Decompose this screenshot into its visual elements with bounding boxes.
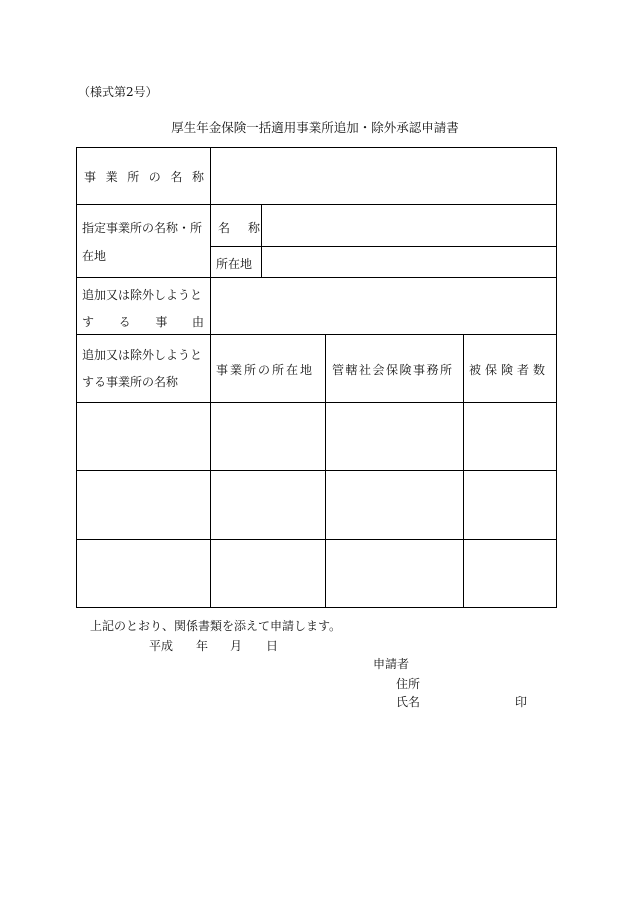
label-char: 所 [127, 170, 140, 184]
reason-label-line1: 追加又は除外しようと [82, 288, 203, 302]
table-line [556, 147, 557, 608]
label-char: 業 [105, 170, 118, 184]
date-day: 日 [266, 639, 279, 653]
table-line [76, 277, 557, 278]
column-header-social-office: 管轄社会保険事務所 [332, 363, 454, 377]
name-sublabel [218, 219, 260, 236]
label-char: 事 [155, 315, 168, 329]
table-line [325, 334, 326, 608]
application-form-table [76, 147, 557, 608]
designated-office-label-line1: 指定事業所の名称・所 [82, 221, 203, 235]
label-char: 名 [170, 170, 183, 184]
applicant-address-label: 住所 [396, 677, 421, 691]
table-line [76, 334, 557, 335]
table-line [76, 147, 77, 608]
label-char: 名 [218, 221, 231, 235]
office-name-label [84, 168, 204, 185]
form-number-label: （様式第2号） [78, 85, 158, 99]
table-line [76, 204, 557, 205]
designated-office-label-line2: 在地 [82, 249, 107, 263]
table-line [210, 147, 211, 608]
office-list-label-line1: 追加又は除外しようと [82, 348, 203, 362]
table-line [210, 246, 557, 247]
table-line [463, 334, 464, 608]
application-statement: 上記のとおり、関係書類を添えて申請します。 [90, 619, 342, 633]
reason-label-line2 [82, 313, 204, 330]
label-char: す [82, 315, 95, 329]
date-year: 年 [196, 639, 209, 653]
date-era: 平成 [149, 639, 174, 653]
location-sublabel: 所在地 [216, 257, 253, 271]
table-line [76, 147, 557, 148]
column-header-insured-count: 被保険者数 [469, 363, 550, 377]
date-month: 月 [230, 639, 243, 653]
label-char: 称 [191, 170, 204, 184]
office-list-label-line2: する事業所の名称 [82, 375, 179, 389]
column-header-location: 事業所の所在地 [216, 363, 315, 377]
table-line [261, 204, 262, 278]
label-char: 由 [191, 315, 204, 329]
label-char: る [118, 315, 131, 329]
table-line [76, 470, 557, 471]
document-title: 厚生年金保険一括適用事業所追加・除外承認申請書 [171, 120, 459, 135]
applicant-label: 申請者 [373, 657, 410, 671]
table-line [76, 607, 557, 608]
label-char: 事 [84, 170, 97, 184]
table-line [76, 539, 557, 540]
seal-mark: 印 [515, 695, 528, 709]
label-char: の [148, 170, 161, 184]
label-char: 称 [248, 221, 261, 235]
table-line [76, 402, 557, 403]
applicant-name-label: 氏名 [396, 695, 421, 709]
